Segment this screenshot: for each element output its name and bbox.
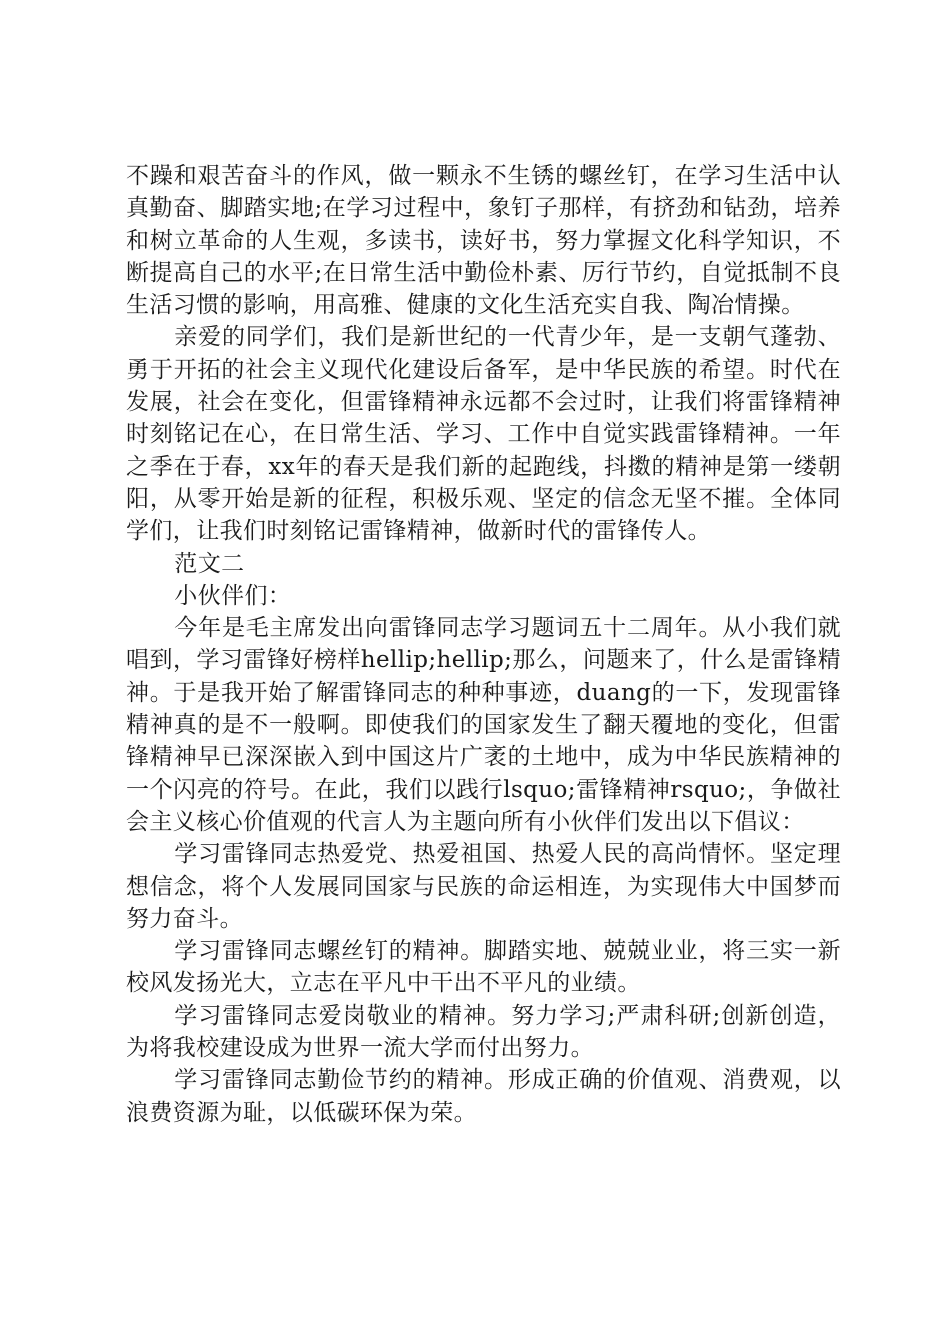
section-heading-sample-two: 范文二: [174, 550, 245, 577]
proposal-item-screw-spirit: 学习雷锋同志螺丝钉的精神。脚踏实地、兢兢业业，将三实一新校风发扬光大，立志在平凡中干出不平凡的业绩。: [126, 938, 841, 997]
document-body: [126, 160, 841, 1129]
paragraph-anniversary: 今年是毛主席发出向雷锋同志学习题词五十二周年。从小我们就唱到，学习雷锋好榜样hellip;hellip;那么，问题来了，什么是雷锋精神。于是我开始了解雷锋同志的种种事迹，duang的一下，发现雷锋精神真的是不一般啊。即使我们的国家发生了翻天覆地的变化，但雷锋精神早已深深嵌入到中国这片广袤的土地中，成为中华民族精神的一个闪亮的符号。在此，我们以践行lsquo;雷锋精神rsquo;，争做社会主义核心价值观的代言人为主题向所有小伙伴们发出以下倡议：: [126, 615, 841, 835]
proposal-item-dedication: 学习雷锋同志爱岗敬业的精神。努力学习;严肃科研;创新创造，为将我校建设成为世界一流大学而付出努力。: [126, 1002, 841, 1062]
paragraph-dear-classmates: 亲爱的同学们，我们是新世纪的一代青少年，是一支朝气蓬勃、勇于开拓的社会主义现代化建设后备军，是中华民族的希望。时代在发展，社会在变化，但雷锋精神永远都不会过时，让我们将雷锋精神时刻铭记在心，在日常生活、学习、工作中自觉实践雷锋精神。一年之季在于春，xx年的春天是我们新的起跑线，抖擞的精神是第一缕朝阳，从零开始是新的征程，积极乐观、坚定的信念无坚不摧。全体同学们，让我们时刻铭记雷锋精神，做新时代的雷锋传人。: [126, 324, 841, 545]
proposal-item-thrift: 学习雷锋同志勤俭节约的精神。形成正确的价值观、消费观，以浪费资源为耻，以低碳环保为荣。: [126, 1067, 841, 1126]
paragraph-continuation: 不躁和艰苦奋斗的作风，做一颗永不生锈的螺丝钉，在学习生活中认真勤奋、脚踏实地;在学习过程中，象钉子那样，有挤劲和钻劲，培养和树立革命的人生观，多读书，读好书，努力掌握文化科学知识，不断提高自己的水平;在日常生活中勤俭朴素、厉行节约，自觉抵制不良生活习惯的影响，用高雅、健康的文化生活充实自我、陶冶情操。: [126, 163, 841, 319]
proposal-item-patriotism: 学习雷锋同志热爱党、热爱祖国、热爱人民的高尚情怀。坚定理想信念，将个人发展同国家与民族的命运相连，为实现伟大中国梦而努力奋斗。: [126, 841, 841, 932]
salutation: 小伙伴们：: [174, 582, 292, 609]
